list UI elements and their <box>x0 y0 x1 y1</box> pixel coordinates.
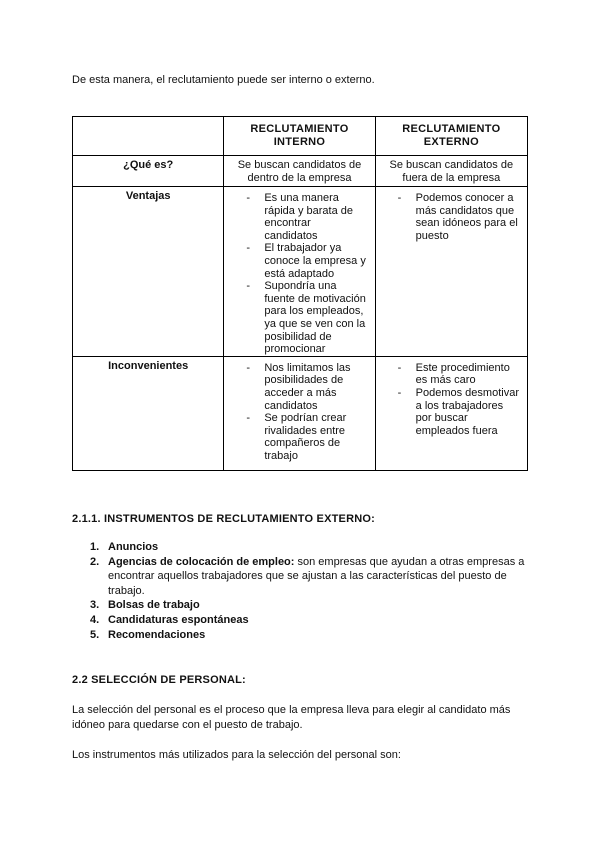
row-label: Inconvenientes <box>108 359 189 372</box>
list-item: 1. Anuncios <box>90 541 159 553</box>
list-item: 4. Candidaturas espontáneas <box>90 613 249 626</box>
table-header-row <box>73 117 528 156</box>
ventajas-externo-list <box>376 187 527 242</box>
list-item: - Supondría una fuente de motivación para los empleados, ya que se ven con la posibilidad de promocionar <box>246 280 366 356</box>
list-item: - Es una manera rápida y barata de encontrar candidatos <box>246 192 353 242</box>
table-row-que-es <box>73 156 528 187</box>
inconvenientes-externo-list <box>376 357 527 438</box>
table-row-inconvenientes <box>73 356 528 470</box>
inconvenientes-interno-list <box>224 357 374 463</box>
list-item: - Nos limitamos las posibilidades de acceder a más candidatos <box>246 361 351 412</box>
table-header-empty <box>73 117 224 156</box>
selection-definition-paragraph: La selección del personal es el proceso que la empresa lleva para elegir al candidato más idóneo para quedarse con el puesto de trabajo. <box>72 704 511 731</box>
table-header-interno: RECLUTAMIENTO INTERNO <box>224 117 375 156</box>
list-item: 2. Agencias de colocación de empleo: son empresas que ayudan a otras empresas a encontrar aquellos trabajadores que se ajustan a las características del puesto de trabajo. <box>90 555 525 597</box>
list-item: 3. Bolsas de trabajo <box>90 599 200 612</box>
section-heading-2-1-1: 2.1.1. INSTRUMENTOS DE RECLUTAMIENTO EXTERNO: <box>72 513 375 525</box>
section-heading-2-2: 2.2 SELECCIÓN DE PERSONAL: <box>72 674 246 686</box>
external-recruitment-instruments-list <box>72 540 532 642</box>
list-item: - Se podrían crear rivalidades entre compañeros de trabajo <box>246 412 347 462</box>
table-header-externo: RECLUTAMIENTO EXTERNO <box>375 117 527 156</box>
ventajas-interno-list <box>224 187 374 356</box>
list-item: - Este procedimiento es más caro <box>397 361 510 387</box>
selection-instruments-intro: Los instrumentos más utilizados para la selección del personal son: <box>72 749 401 761</box>
intro-paragraph: De esta manera, el reclutamiento puede ser interno o externo. <box>72 74 375 86</box>
row-label: ¿Qué es? <box>123 159 174 171</box>
list-item: 5. Recomendaciones <box>90 628 206 641</box>
cell-externo: Se buscan candidatos de fuera de la empresa <box>389 159 514 184</box>
recruitment-comparison-table <box>72 116 528 471</box>
list-item: - Podemos conocer a más candidatos que sean idóneos para el puesto <box>397 192 518 242</box>
list-item: - Podemos desmotivar a los trabajadores por buscar empleados fuera <box>397 386 519 437</box>
table-row-ventajas <box>73 187 528 357</box>
cell-interno: Se buscan candidatos de dentro de la empresa <box>237 159 362 184</box>
list-item: - El trabajador ya conoce la empresa y está adaptado <box>246 242 366 280</box>
row-label: Ventajas <box>125 190 171 202</box>
